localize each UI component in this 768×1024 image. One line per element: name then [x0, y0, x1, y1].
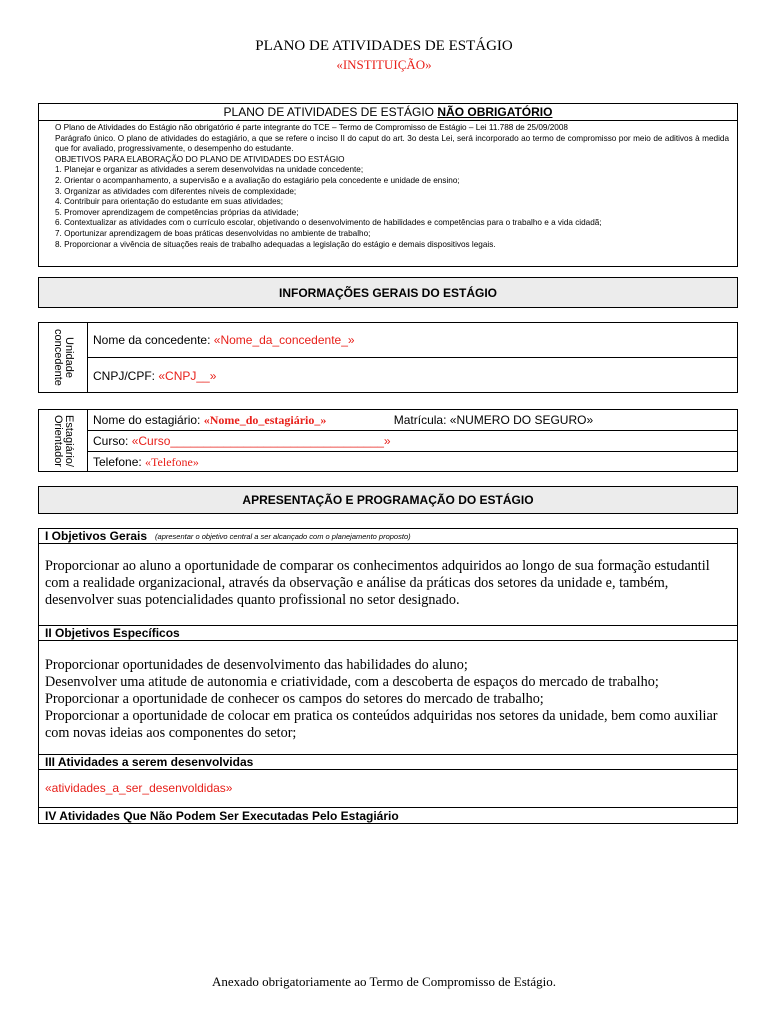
cnpj-field[interactable]: «CNPJ__»	[158, 368, 217, 383]
intro-line: 3. Organizar as atividades com diferentes níveis de complexidade;	[55, 186, 297, 196]
objetivo-especifico-item: Proporcionar a oportunidade de colocar em pratica os conteúdos adquiridas nos setores da unidade, bem como auxiliar com novas ideias aos componentes do setor;	[45, 708, 718, 741]
footer-note: Anexado obrigatoriamente ao Termo de Compromisso de Estágio.	[212, 974, 556, 989]
intro-line: O Plano de Atividades do Estágio não obrigatório é parte integrante do TCE – Termo de Compromisso de Estágio – Lei 11.788 de 25/09/2008	[55, 123, 568, 132]
objetivo-especifico-item: Proporcionar a oportunidade de conhecer os campos do setores do mercado de trabalho;	[45, 691, 544, 707]
intro-line: 6. Contextualizar as atividades com o currículo escolar, objetivando o desenvolvimento de habilidades e competências para o trabalho e a vida cidadã;	[55, 218, 602, 228]
objetivos-gerais-note: (apresentar o objetivo central a ser alcançado com o planejamento proposto)	[155, 531, 411, 541]
estagiario-side-label: Estagiário/ Orientador	[39, 410, 88, 471]
objetivos-especificos-list	[39, 657, 737, 742]
atividades-field[interactable]: «atividades_a_ser_desenvoldidas»	[45, 781, 233, 795]
objetivo-especifico-item: Desenvolver uma atitude de autonomia e criatividade, com a descoberta de espaços do mercado de trabalho;	[45, 674, 659, 690]
telefone-label: Telefone:	[93, 455, 142, 469]
intro-line: 5. Promover aprendizagem de competências próprias da atividade;	[55, 207, 299, 217]
cnpj-label: CNPJ/CPF:	[93, 368, 156, 383]
institution-field: «INSTITUIÇÃO»	[336, 57, 432, 72]
intro-line: 8. Proporcionar a vivência de situações reais de trabalho adequadas a legislação do estágio e demais dispositivos legais.	[55, 239, 496, 249]
intro-heading	[39, 104, 737, 121]
telefone-field[interactable]: «Telefone»	[145, 454, 199, 469]
concedente-name-label: Nome da concedente:	[93, 333, 211, 347]
atividades-title: III Atividades a serem desenvolvidas	[45, 755, 254, 769]
cnpj-row	[87, 358, 737, 393]
intro-line: 1. Planejar e organizar as atividades a serem desenvolvidas na unidade concedente;	[55, 165, 364, 175]
curso-label: Curso:	[93, 434, 129, 448]
document-title: PLANO DE ATIVIDADES DE ESTÁGIO	[255, 38, 513, 54]
intro-line: 2. Orientar o acompanhamento, a supervisão e a avaliação do estagiário pela concedente e unidade de ensino;	[55, 175, 460, 185]
intro-line: 4. Contribuir para orientação do estudante em suas atividades;	[55, 197, 284, 207]
atividades-heading	[39, 754, 737, 770]
intro-line: Parágrafo único. O plano de atividades do estagiário, a que se refere o inciso II do caput do art. 3o desta Lei, será incorporado ao termo de compromisso por meio de aditivos à medida que for avaliado, progressivamente, o desempenho do estudante.	[55, 133, 729, 154]
concedente-side-label: Unidade concedente	[39, 323, 88, 392]
curso-row	[87, 431, 737, 452]
intro-line: OBJETIVOS PARA ELABORAÇÃO DO PLANO DE ATIVIDADES DO ESTÁGIO	[55, 154, 345, 164]
programacao-heading: APRESENTAÇÃO E PROGRAMAÇÃO DO ESTÁGIO	[38, 486, 738, 514]
nao-executadas-title: IV Atividades Que Não Podem Ser Executadas Pelo Estagiário	[45, 808, 399, 823]
objetivos-especificos-heading	[39, 625, 737, 641]
intro-line: 7. Oportunizar aprendizagem de boas práticas desenvolvidas no ambiente de trabalho;	[55, 228, 371, 238]
matricula-field[interactable]: «NUMERO DO SEGURO»	[449, 413, 594, 427]
concedente-name-field[interactable]: «Nome_da_concedente_»	[213, 333, 355, 347]
nao-executadas-heading	[39, 807, 737, 823]
objetivos-gerais-heading	[39, 529, 737, 544]
estagiario-box	[38, 409, 738, 472]
objetivo-especifico-item: Proporcionar oportunidades de desenvolvimento das habilidades do aluno;	[45, 657, 468, 673]
curso-field[interactable]: «Curso________________________________»	[131, 434, 391, 448]
concedente-name-row	[87, 323, 737, 358]
intro-box	[38, 103, 738, 267]
objetivos-gerais-text: Proporcionar ao aluno a oportunidade de comparar os conhecimentos adquiridos ao longo de sua formação estudantil com a realidade organizacional, através da observação e análise da práticas dos setores da unidade e, também, desenvolver suas potencialidades quanto profissional no setor designado.	[45, 558, 710, 608]
concedente-box	[38, 322, 738, 393]
telefone-row	[87, 452, 737, 472]
intro-heading-emphasis: NÃO OBRIGATÓRIO	[437, 105, 553, 119]
objetivos-gerais-title: I Objetivos Gerais	[45, 529, 148, 543]
intro-heading-prefix: PLANO DE ATIVIDADES DE ESTÁGIO	[223, 105, 438, 119]
matricula-label: Matrícula:	[393, 413, 447, 427]
general-info-heading: INFORMAÇÕES GERAIS DO ESTÁGIO	[38, 277, 738, 308]
intro-body	[39, 121, 737, 250]
estagiario-name-label: Nome do estagiário:	[93, 413, 201, 427]
estagiario-name-row	[87, 410, 737, 431]
objetivos-especificos-title: II Objetivos Específicos	[45, 626, 180, 640]
program-sections-box	[38, 528, 738, 824]
estagiario-name-field[interactable]: «Nome_do_estagiário_»	[203, 412, 327, 427]
